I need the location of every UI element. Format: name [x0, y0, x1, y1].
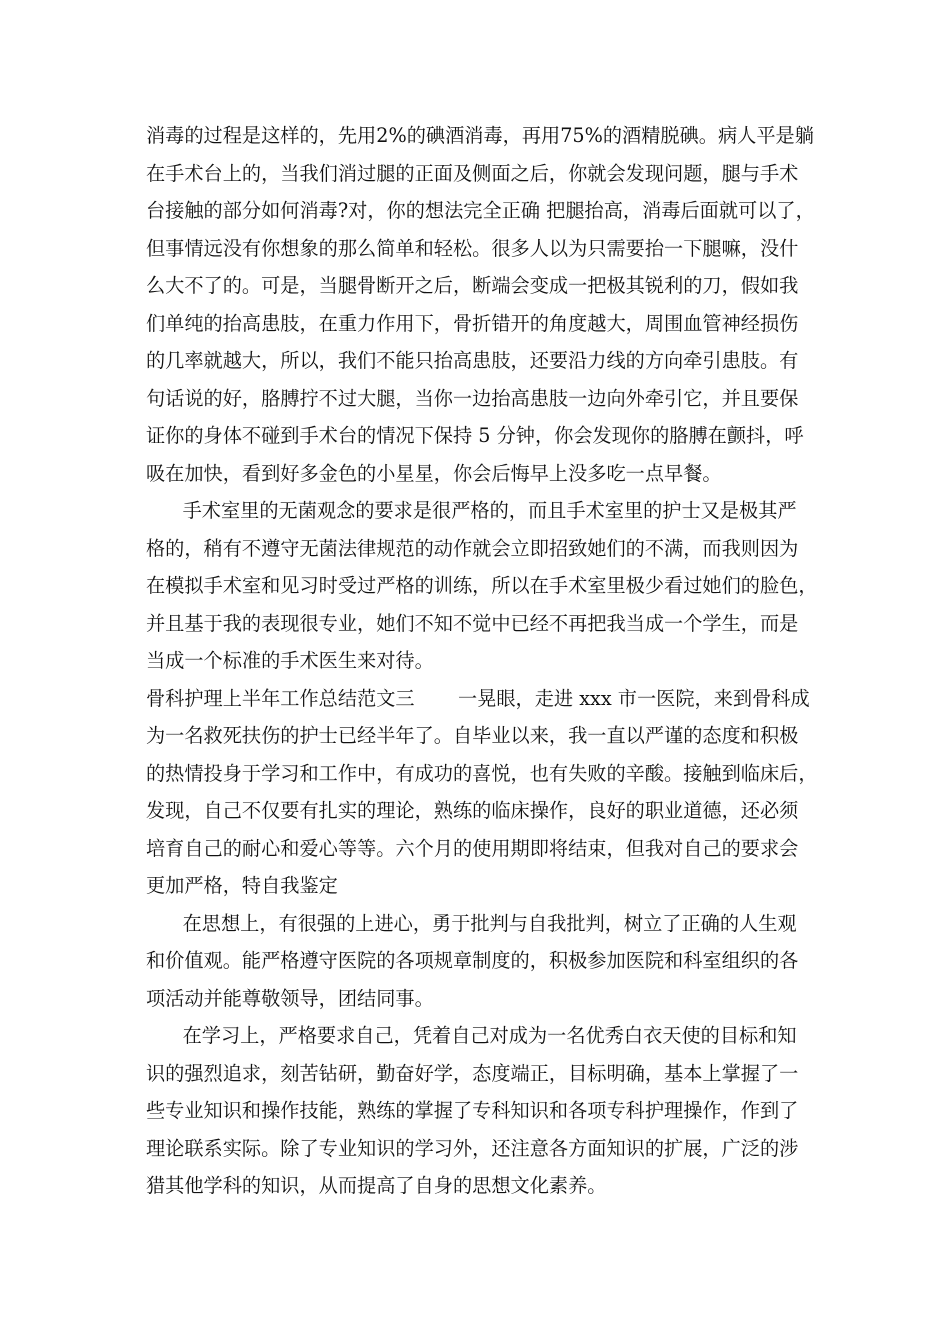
text-line: 手术室里的无菌观念的要求是很严格的，而且手术室里的护士又是极其严: [146, 499, 797, 522]
text-line: 更加严格，特自我鉴定: [146, 874, 338, 897]
text-line: 当成一个标准的手术医生来对待。: [146, 649, 434, 672]
text-line: 识的强烈追求，刻苦钻研，勤奋好学，态度端正，目标明确，基本上掌握了一: [146, 1061, 799, 1085]
text-line: 并且基于我的表现很专业，她们不知不觉中已经不再把我当成一个学生，而是: [146, 611, 799, 635]
paragraph-sterile-concept: [146, 492, 818, 680]
text-line: 猎其他学科的知识，从而提高了自身的思想文化素养。: [146, 1174, 607, 1197]
text-line: 的几率就越大，所以，我们不能只抬高患肢，还要沿力线的方向牵引患肢。有: [146, 349, 799, 372]
text-line: 在学习上，严格要求自己，凭着自己对成为一名优秀白衣天使的目标和知: [146, 1024, 797, 1047]
section-heading: 骨科护理上半年工作总结范文三: [146, 686, 415, 710]
text-line: 消毒的过程是这样的，先用2%的碘酒消毒，再用75%的酒精脱碘。病人平是躺: [146, 124, 814, 147]
paragraph-disinfection: [146, 117, 815, 492]
text-line: 在手术台上的，当我们消过腿的正面及侧面之后，你就会发现问题，腿与手术: [146, 161, 799, 185]
document-body: [146, 117, 818, 1205]
text-line: 发现，自己不仅要有扎实的理论，熟练的临床操作，良好的职业道德，还必须: [146, 799, 799, 822]
text-line: 但事情远没有你想象的那么简单和轻松。很多人以为只需要抬一下腿嘛，没什: [146, 236, 799, 260]
text-line: 理论联系实际。除了专业知识的学习外，还注意各方面知识的扩展，广泛的涉: [146, 1136, 799, 1160]
text-line: 吸在加快，看到好多金色的小星星，你会后悔早上没多吃一点早餐。: [146, 461, 722, 485]
text-line: 项活动并能尊敬领导，团结同事。: [146, 986, 434, 1010]
heading-line: [146, 680, 811, 718]
text-line: 句话说的好，胳膊拧不过大腿，当你一边抬高患肢一边向外牵引它，并且要保: [146, 386, 799, 410]
text-line: 为一名救死扶伤的护士已经半年了。自毕业以来，我一直以严谨的态度和积极: [146, 724, 799, 747]
text-line: 培育自己的耐心和爱心等等。六个月的使用期即将结束，但我对自己的要求会: [146, 836, 799, 860]
text-line: 和价值观。能严格遵守医院的各项规章制度的，积极参加医院和科室组织的各: [146, 949, 799, 972]
text-line: 些专业知识和操作技能，熟练的掌握了专科知识和各项专科护理操作，作到了: [146, 1099, 799, 1122]
text-line: 在思想上，有很强的上进心，勇于批判与自我批判，树立了正确的人生观: [146, 911, 797, 935]
text-line: 的热情投身于学习和工作中，有成功的喜悦，也有失败的辛酸。接触到临床后，: [146, 761, 818, 785]
paragraph-ideology: [146, 905, 811, 1018]
text-line: 台接触的部分如何消毒?对，你的想法完全正确 把腿抬高，消毒后面就可以了，: [146, 199, 815, 222]
text-line: 证你的身体不碰到手术台的情况下保持 5 分钟，你会发现你的胳膊在颤抖，呼: [146, 424, 804, 447]
text-segment: 一晃眼，走进 xxx 市一医院，来到骨科成: [458, 686, 810, 710]
text-line: 格的，稍有不遵守无菌法律规范的动作就会立即招致她们的不满，而我则因为: [146, 536, 799, 560]
paragraph-summary-intro: [146, 680, 818, 905]
text-line: 么大不了的。可是，当腿骨断开之后，断端会变成一把极其锐利的刀，假如我: [146, 274, 799, 297]
text-line: 在模拟手术室和见习时受过严格的训练，所以在手术室里极少看过她们的脸色，: [146, 574, 818, 597]
text-line: 们单纯的抬高患肢，在重力作用下，骨折错开的角度越大，周围血管神经损伤: [146, 311, 799, 335]
paragraph-study: [146, 1017, 811, 1205]
